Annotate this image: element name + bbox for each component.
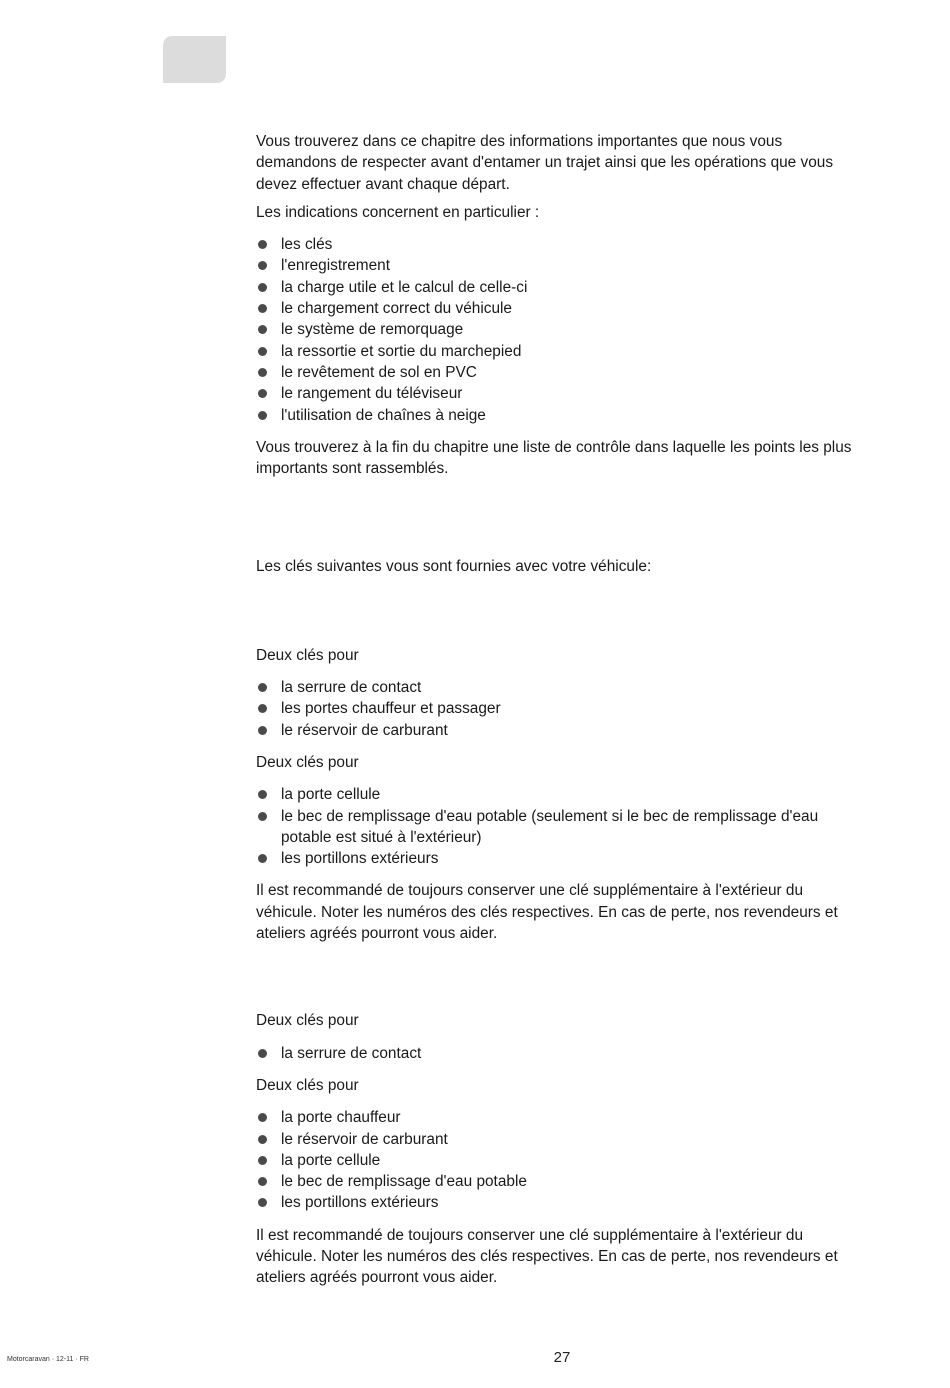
list-item [256, 698, 866, 719]
list-item-text: les portes chauffeur et passager [281, 700, 501, 718]
list-item [256, 720, 866, 741]
bullet-dot-icon [258, 411, 267, 420]
list-item [256, 784, 866, 805]
bullet-dot-icon [258, 240, 267, 249]
list-item [256, 255, 866, 276]
keys-lead: Les clés suivantes vous sont fournies avec votre véhicule: [256, 558, 652, 576]
list-item [256, 677, 866, 698]
bullet-dot-icon [258, 1135, 267, 1144]
list-item [256, 848, 866, 869]
list-item [256, 383, 866, 404]
list-item [256, 341, 866, 362]
document-reference: Motorcaravan · 12-11 · FR [7, 1356, 89, 1363]
list-item [256, 362, 866, 383]
bullet-dot-icon [258, 812, 267, 821]
bullet-dot-icon [258, 726, 267, 735]
list-item-text: le réservoir de carburant [281, 721, 448, 739]
bullet-dot-icon [258, 790, 267, 799]
list-item [256, 1129, 866, 1150]
list-item-text: le bec de remplissage d'eau potable [281, 1173, 527, 1191]
list-item-text: les portillons extérieurs [281, 1194, 439, 1212]
bullet-dot-icon [258, 1198, 267, 1207]
section-b-group2-list [256, 1107, 866, 1213]
list-item-text: la charge utile et le calcul de celle-ci [281, 278, 528, 296]
bullet-dot-icon [258, 854, 267, 863]
list-item-text: la serrure de contact [281, 679, 422, 697]
list-item [256, 319, 866, 340]
bullet-dot-icon [258, 304, 267, 313]
list-item-text: la porte chauffeur [281, 1109, 401, 1127]
list-item-text: l'enregistrement [281, 257, 391, 275]
bullet-dot-icon [258, 261, 267, 270]
list-item [256, 298, 866, 319]
bullet-dot-icon [258, 1156, 267, 1165]
bullet-dot-icon [258, 325, 267, 334]
section-b-note: Il est recommandé de toujours conserver une clé supplémentaire à l'extérieur du véhicule. Noter les numéros des clés respectives. En cas de perte, nos revendeurs et ateliers agréés pourront vous aider. [256, 1226, 838, 1287]
list-item-text: le rangement du téléviseur [281, 385, 463, 403]
bullet-dot-icon [258, 683, 267, 692]
list-item-text: les clés [281, 236, 333, 254]
list-item-text: le réservoir de carburant [281, 1130, 448, 1148]
section-a-group1-list [256, 677, 866, 741]
bullet-dot-icon [258, 704, 267, 713]
list-item-text: les portillons extérieurs [281, 850, 439, 868]
bullet-dot-icon [258, 1049, 267, 1058]
intro-list [256, 234, 866, 426]
bullet-dot-icon [258, 1177, 267, 1186]
section-b-group1-label: Deux clés pour [256, 1012, 359, 1030]
list-item-text: la porte cellule [281, 1151, 381, 1169]
list-item [256, 234, 866, 255]
list-item-text: la porte cellule [281, 786, 381, 804]
list-item [256, 1171, 866, 1192]
bullet-dot-icon [258, 347, 267, 356]
list-item [256, 1150, 866, 1171]
section-b-group2-label: Deux clés pour [256, 1076, 359, 1094]
section-a-note: Il est recommandé de toujours conserver une clé supplémentaire à l'extérieur du véhicule. Noter les numéros des clés respectives. En cas de perte, nos revendeurs et ateliers agréés pourront vous aider. [256, 882, 838, 943]
list-item [256, 405, 866, 426]
list-item [256, 277, 866, 298]
list-item [256, 1192, 866, 1213]
list-item-text: l'utilisation de chaînes à neige [281, 406, 486, 424]
bullet-dot-icon [258, 283, 267, 292]
section-a-group2-label: Deux clés pour [256, 753, 359, 771]
list-item [256, 1043, 866, 1064]
list-item-text: le chargement correct du véhicule [281, 300, 512, 318]
list-item [256, 1107, 866, 1128]
intro-paragraph: Vous trouverez dans ce chapitre des informations importantes que nous vous demandons de respecter avant d'entamer un trajet ainsi que les opérations que vous devez effectuer avant chaque départ. [256, 133, 834, 193]
intro-closing: Vous trouverez à la fin du chapitre une liste de contrôle dans laquelle les points les plus importants sont rassemblés. [256, 438, 852, 478]
bullet-dot-icon [258, 1113, 267, 1122]
list-item-text: le revêtement de sol en PVC [281, 363, 477, 381]
section-b-group1-list [256, 1043, 866, 1064]
page-number: 27 [553, 1349, 571, 1366]
list-item [256, 806, 866, 849]
chapter-tab-marker [163, 36, 226, 83]
section-a-group2-list [256, 784, 866, 869]
bullet-dot-icon [258, 368, 267, 377]
list-item-text: le système de remorquage [281, 321, 464, 339]
list-item-text: le bec de remplissage d'eau potable (seulement si le bec de remplissage d'eau potable est situé à l'extérieur) [281, 807, 819, 846]
list-item-text: la ressortie et sortie du marchepied [281, 342, 522, 360]
section-a-group1-label: Deux clés pour [256, 646, 359, 664]
bullet-dot-icon [258, 389, 267, 398]
page-content [256, 131, 866, 1296]
intro-lead: Les indications concernent en particulier : [256, 203, 540, 221]
list-item-text: la serrure de contact [281, 1044, 422, 1062]
